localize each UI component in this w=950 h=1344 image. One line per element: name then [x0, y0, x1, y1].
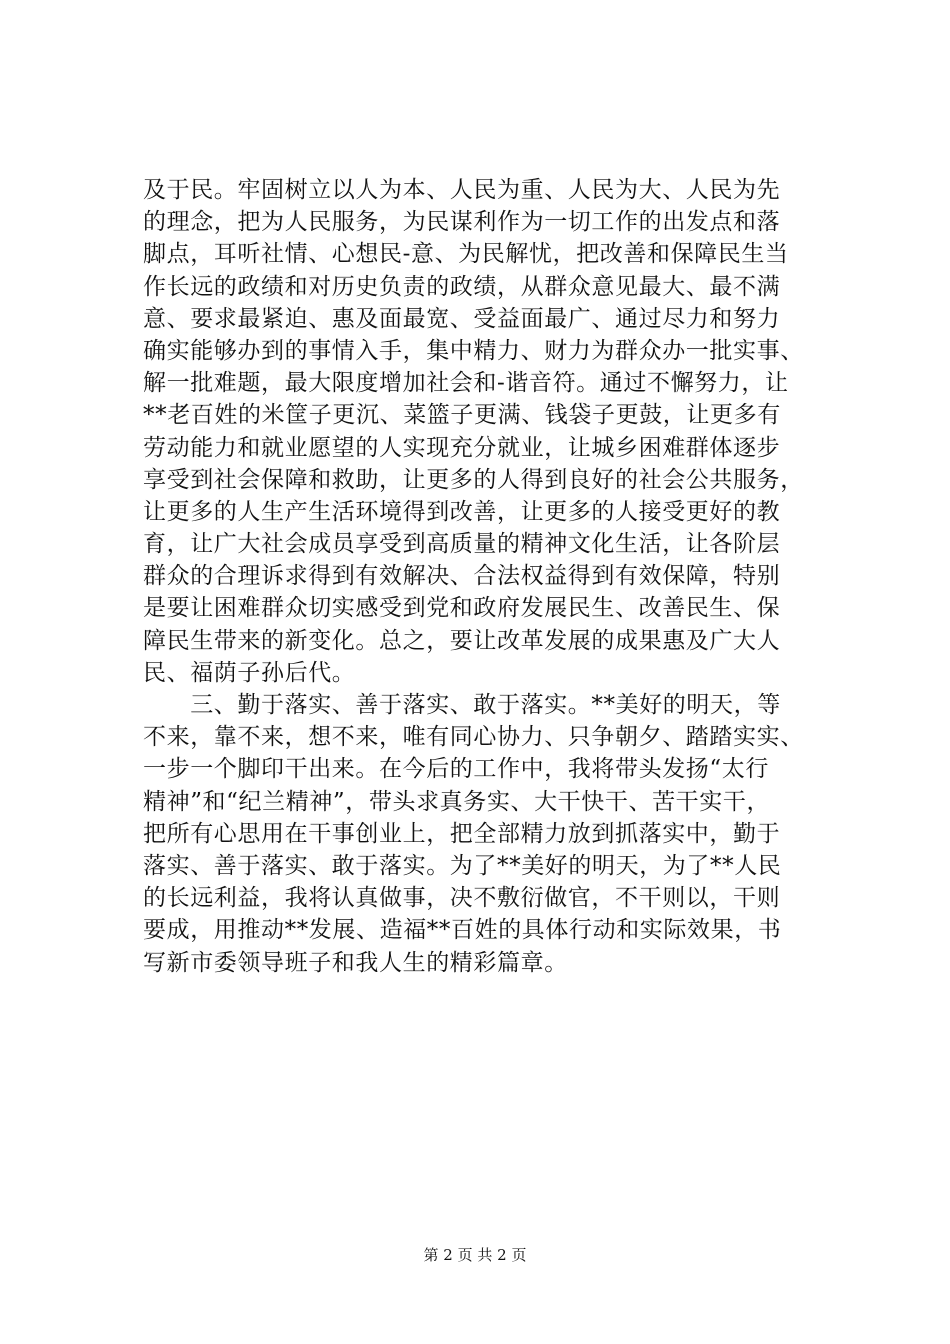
- text-line: 不来，靠不来，想不来，唯有同心协力、只争朝夕、踏踏实实、: [143, 724, 804, 751]
- text-line: 脚点，耳听社情、心想民-意、为民解忧，把改善和保障民生当: [143, 241, 789, 268]
- text-line: **老百姓的米筐子更沉、菜篮子更满、钱袋子更鼓，让更多有: [143, 402, 781, 429]
- text-line: 精神”和“纪兰精神”，带头求真务实、大干快干、苦干实干，: [143, 788, 771, 815]
- text-line: 的理念，把为人民服务，为民谋利作为一切工作的出发点和落: [143, 209, 781, 236]
- text-line: 落实、善于落实、敢于落实。为了**美好的明天，为了**人民: [143, 852, 782, 879]
- text-line: 一步一个脚印干出来。在今后的工作中，我将带头发扬“太行: [143, 756, 769, 783]
- text-line: 育，让广大社会成员享受到高质量的精神文化生活，让各阶层: [143, 531, 781, 558]
- text-line: 及于民。牢固树立以人为本、人民为重、人民为大、人民为先: [143, 177, 781, 203]
- text-line: 障民生带来的新变化。总之，要让改革发展的成果惠及广大人: [143, 627, 781, 654]
- text-line: 劳动能力和就业愿望的人实现充分就业，让城乡困难群体逐步: [143, 434, 781, 461]
- text-line: 是要让困难群众切实感受到党和政府发展民生、改善民生、保: [143, 595, 781, 622]
- text-line: 民、福荫子孙后代。: [143, 659, 356, 686]
- text-line: 的长远利益，我将认真做事，决不敷衍做官，不干则以，干则: [143, 885, 781, 912]
- text-line: 要成，用推动**发展、造福**百姓的具体行动和实际效果，书: [143, 917, 782, 944]
- text-line: 三、勤于落实、善于落实、敢于落实。**美好的明天，等: [143, 692, 781, 718]
- body-text: [143, 174, 843, 979]
- text-line: 确实能够办到的事情入手，集中精力、财力为群众办一批实事、: [143, 337, 804, 364]
- text-line: 把所有心思用在干事创业上，把全部精力放到抓落实中，勤于: [143, 820, 781, 847]
- text-line: 享受到社会保障和救助，让更多的人得到良好的社会公共服务，: [143, 466, 804, 493]
- text-line: 让更多的人生产生活环境得到改善，让更多的人接受更好的教: [143, 498, 781, 525]
- page-number-footer: 第 2 页 共 2 页: [423, 1246, 527, 1264]
- text-line: 解一批难题，最大限度增加社会和-谐音符。通过不懈努力，让: [143, 370, 789, 397]
- text-line: 意、要求最紧迫、惠及面最宽、受益面最广、通过尽力和努力: [143, 305, 781, 332]
- text-line: 群众的合理诉求得到有效解决、合法权益得到有效保障，特别: [143, 563, 781, 590]
- text-line: 作长远的政绩和对历史负责的政绩，从群众意见最大、最不满: [143, 273, 781, 300]
- text-line: 写新市委领导班子和我人生的精彩篇章。: [143, 949, 568, 976]
